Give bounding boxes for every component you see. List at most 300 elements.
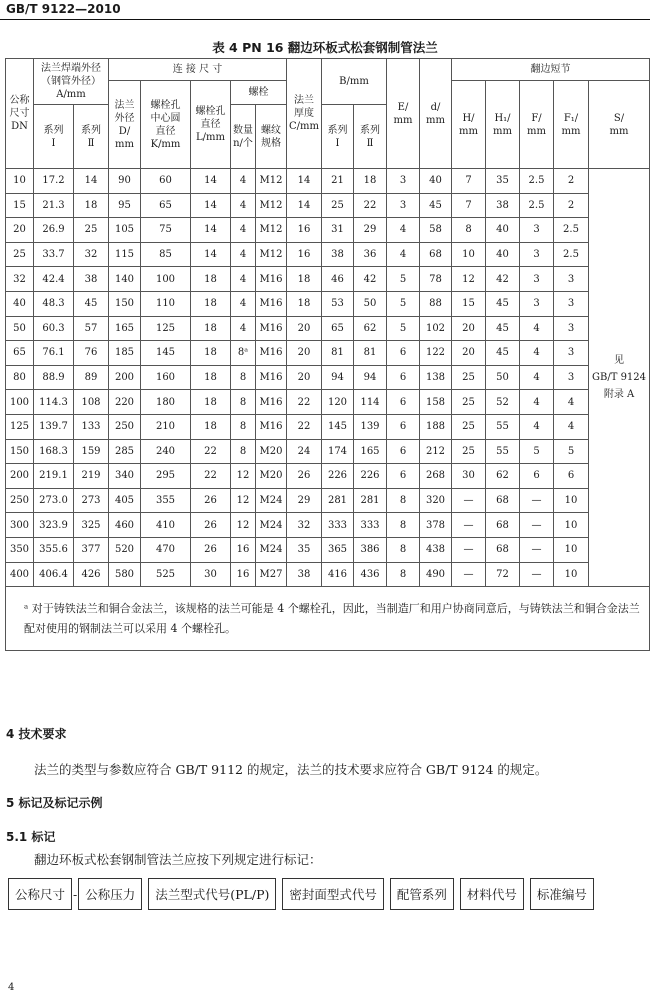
table-cell: 139.7 bbox=[34, 414, 74, 439]
head-bolt-thread: 螺纹 规格 bbox=[256, 105, 287, 169]
table-cell: 18 bbox=[191, 291, 231, 316]
head-weld-od: 法兰焊端外径 （钢管外径） A/mm bbox=[34, 59, 109, 105]
table-cell: 6 bbox=[387, 365, 420, 390]
table-cell: 22 bbox=[287, 414, 322, 439]
table-cell: 365 bbox=[322, 537, 354, 562]
table-cell: 18 bbox=[354, 169, 387, 194]
table-cell: 25 bbox=[452, 439, 486, 464]
table-cell: 114.3 bbox=[34, 390, 74, 415]
table-row bbox=[6, 365, 650, 390]
table-cell: 165 bbox=[354, 439, 387, 464]
table-cell: 108 bbox=[74, 390, 109, 415]
section-4-title: 4 技术要求 bbox=[6, 727, 67, 741]
table-cell: 8 bbox=[452, 218, 486, 243]
table-cell: 40 bbox=[6, 291, 34, 316]
mark-pipe-series: 配管系列 bbox=[390, 878, 454, 910]
table-cell: 405 bbox=[109, 488, 141, 513]
table-cell: 31 bbox=[322, 218, 354, 243]
table-cell: 6 bbox=[520, 464, 554, 489]
table-cell: 40 bbox=[486, 242, 520, 267]
table-cell: 53 bbox=[322, 291, 354, 316]
table-cell: 14 bbox=[74, 169, 109, 194]
table-cell: 25 bbox=[452, 365, 486, 390]
table-cell: 40 bbox=[486, 218, 520, 243]
table-cell: — bbox=[452, 488, 486, 513]
table-cell: 14 bbox=[191, 242, 231, 267]
table-cell: 438 bbox=[420, 537, 452, 562]
table-cell: 50 bbox=[354, 291, 387, 316]
table-cell: 520 bbox=[109, 537, 141, 562]
table-cell: 89 bbox=[74, 365, 109, 390]
table-cell: 160 bbox=[141, 365, 191, 390]
table-cell: 88 bbox=[420, 291, 452, 316]
table-cell: 5 bbox=[554, 439, 589, 464]
mark-facing-type: 密封面型式代号 bbox=[282, 878, 384, 910]
table-cell: 150 bbox=[109, 291, 141, 316]
table-cell: 68 bbox=[486, 513, 520, 538]
table-cell: 3 bbox=[387, 169, 420, 194]
table-row bbox=[6, 193, 650, 218]
table-cell: 386 bbox=[354, 537, 387, 562]
table-cell: M24 bbox=[256, 537, 287, 562]
cell-s-reference: 见 GB/T 9124 附录 A bbox=[589, 169, 650, 587]
table-cell: 436 bbox=[354, 562, 387, 587]
table-cell: 45 bbox=[74, 291, 109, 316]
table-cell: M20 bbox=[256, 439, 287, 464]
table-cell: 32 bbox=[287, 513, 322, 538]
section-4-text: 法兰的类型与参数应符合 GB/T 9112 的规定，法兰的技术要求应符合 GB/T 9124 的规定。 bbox=[34, 762, 548, 777]
table-cell: 81 bbox=[354, 341, 387, 366]
table-cell: 18 bbox=[74, 193, 109, 218]
table-cell: M12 bbox=[256, 193, 287, 218]
table-cell: M12 bbox=[256, 169, 287, 194]
table-cell: M20 bbox=[256, 464, 287, 489]
table-cell: M16 bbox=[256, 267, 287, 292]
table-cell: 26 bbox=[191, 513, 231, 538]
table-cell: 158 bbox=[420, 390, 452, 415]
table-cell: 8 bbox=[387, 488, 420, 513]
table-cell: 325 bbox=[74, 513, 109, 538]
table-cell: 10 bbox=[6, 169, 34, 194]
table-cell: 22 bbox=[287, 390, 322, 415]
table-cell: 18 bbox=[191, 414, 231, 439]
table-cell: 8 bbox=[231, 390, 256, 415]
table-cell: 281 bbox=[354, 488, 387, 513]
table-cell: 18 bbox=[191, 390, 231, 415]
table-cell: 42.4 bbox=[34, 267, 74, 292]
head-flange-od: 法兰 外径 D/ mm bbox=[109, 81, 141, 169]
table-cell: 18 bbox=[191, 316, 231, 341]
table-row bbox=[6, 316, 650, 341]
table-cell: 133 bbox=[74, 414, 109, 439]
table-cell: 33.7 bbox=[34, 242, 74, 267]
table-cell: 12 bbox=[231, 488, 256, 513]
table-row bbox=[6, 267, 650, 292]
table-cell: 29 bbox=[354, 218, 387, 243]
table-cell: 4 bbox=[387, 218, 420, 243]
table-cell: 3 bbox=[520, 218, 554, 243]
table-cell: 4 bbox=[554, 414, 589, 439]
table-cell: 340 bbox=[109, 464, 141, 489]
table-cell: 20 bbox=[452, 341, 486, 366]
table-cell: 580 bbox=[109, 562, 141, 587]
table-cell: 21 bbox=[322, 169, 354, 194]
table-cell: 6 bbox=[387, 341, 420, 366]
table-cell: 4 bbox=[231, 169, 256, 194]
table-cell: 40 bbox=[420, 169, 452, 194]
table-cell: 3 bbox=[520, 291, 554, 316]
table-row bbox=[6, 390, 650, 415]
table-cell: 20 bbox=[287, 365, 322, 390]
table-cell: 7 bbox=[452, 193, 486, 218]
table-cell: 21.3 bbox=[34, 193, 74, 218]
table-cell: 4 bbox=[520, 414, 554, 439]
table-cell: 65 bbox=[141, 193, 191, 218]
table-row bbox=[6, 488, 650, 513]
table-cell: 38 bbox=[287, 562, 322, 587]
table-cell: 52 bbox=[486, 390, 520, 415]
table-cell: 285 bbox=[109, 439, 141, 464]
head-series1-b: 系列 Ⅰ bbox=[322, 105, 354, 169]
table-cell: 35 bbox=[287, 537, 322, 562]
table-cell: 333 bbox=[322, 513, 354, 538]
table-cell: 8 bbox=[231, 439, 256, 464]
table-cell: 2.5 bbox=[554, 242, 589, 267]
table-cell: 55 bbox=[486, 439, 520, 464]
head-h: H/ mm bbox=[452, 81, 486, 169]
table-cell: 6 bbox=[554, 464, 589, 489]
table-cell: 4 bbox=[520, 365, 554, 390]
table-cell: 525 bbox=[141, 562, 191, 587]
table-row bbox=[6, 562, 650, 587]
table-cell: 4 bbox=[554, 390, 589, 415]
table-cell: 240 bbox=[141, 439, 191, 464]
table-cell: 10 bbox=[554, 562, 589, 587]
table-cell: 46 bbox=[322, 267, 354, 292]
table-cell: 68 bbox=[486, 488, 520, 513]
head-stub: 翻边短节 bbox=[452, 59, 650, 81]
table-cell: 50 bbox=[6, 316, 34, 341]
table-cell: 10 bbox=[554, 513, 589, 538]
table-cell: 58 bbox=[420, 218, 452, 243]
table-row bbox=[6, 439, 650, 464]
table-cell: M12 bbox=[256, 242, 287, 267]
table-cell: 200 bbox=[6, 464, 34, 489]
table-cell: 100 bbox=[6, 390, 34, 415]
table-cell: 120 bbox=[322, 390, 354, 415]
table-cell: 125 bbox=[6, 414, 34, 439]
table-cell: 6 bbox=[387, 464, 420, 489]
table-cell: M16 bbox=[256, 414, 287, 439]
table-cell: 200 bbox=[109, 365, 141, 390]
table-cell: 210 bbox=[141, 414, 191, 439]
table-cell: 2.5 bbox=[520, 193, 554, 218]
table-cell: 17.2 bbox=[34, 169, 74, 194]
mark-nominal-pressure: 公称压力 bbox=[78, 878, 142, 910]
header-rule bbox=[0, 19, 650, 20]
table-footnote: ᵃ 对于铸铁法兰和铜合金法兰，该规格的法兰可能是 4 个螺栓孔，因此，当制造厂和用户协商同意后，与铸铁法兰和铜合金法兰配对使用的钢制法兰可以采用 4 个螺栓孔。 bbox=[6, 587, 650, 651]
table-cell: 14 bbox=[191, 169, 231, 194]
table-cell: 76.1 bbox=[34, 341, 74, 366]
table-cell: 165 bbox=[109, 316, 141, 341]
table-cell: 65 bbox=[6, 341, 34, 366]
table-cell: 145 bbox=[322, 414, 354, 439]
table-cell: 122 bbox=[420, 341, 452, 366]
table-cell: 100 bbox=[141, 267, 191, 292]
table-row bbox=[6, 242, 650, 267]
table-cell: 150 bbox=[6, 439, 34, 464]
table-cell: 95 bbox=[109, 193, 141, 218]
table-cell: 94 bbox=[354, 365, 387, 390]
table-cell: 159 bbox=[74, 439, 109, 464]
table-cell: 26.9 bbox=[34, 218, 74, 243]
table-cell: 25 bbox=[74, 218, 109, 243]
table-cell: 18 bbox=[191, 267, 231, 292]
table-cell: 16 bbox=[287, 242, 322, 267]
table-cell: M27 bbox=[256, 562, 287, 587]
table-cell: 20 bbox=[287, 316, 322, 341]
table-cell: M16 bbox=[256, 365, 287, 390]
table-cell: 2.5 bbox=[554, 218, 589, 243]
table-cell: 57 bbox=[74, 316, 109, 341]
table-cell: 320 bbox=[420, 488, 452, 513]
table-cell: M16 bbox=[256, 390, 287, 415]
table-cell: 110 bbox=[141, 291, 191, 316]
table-cell: 90 bbox=[109, 169, 141, 194]
flange-table bbox=[5, 58, 650, 651]
table-cell: 42 bbox=[486, 267, 520, 292]
table-cell: M16 bbox=[256, 291, 287, 316]
table-cell: — bbox=[452, 537, 486, 562]
table-cell: 180 bbox=[141, 390, 191, 415]
table-cell: 3 bbox=[554, 341, 589, 366]
table-cell: 62 bbox=[354, 316, 387, 341]
table-row bbox=[6, 464, 650, 489]
table-cell: 88.9 bbox=[34, 365, 74, 390]
table-cell: 3 bbox=[387, 193, 420, 218]
head-connection: 连 接 尺 寸 bbox=[109, 59, 287, 81]
table-cell: M16 bbox=[256, 316, 287, 341]
table-cell: 32 bbox=[74, 242, 109, 267]
table-cell: 139 bbox=[354, 414, 387, 439]
table-cell: 60 bbox=[141, 169, 191, 194]
table-cell: 18 bbox=[191, 365, 231, 390]
table-cell: 36 bbox=[354, 242, 387, 267]
table-cell: — bbox=[520, 537, 554, 562]
table-cell: 26 bbox=[191, 488, 231, 513]
table-cell: 416 bbox=[322, 562, 354, 587]
table-cell: 8 bbox=[387, 562, 420, 587]
table-cell: 25 bbox=[322, 193, 354, 218]
table-cell: 6 bbox=[387, 390, 420, 415]
table-cell: 3 bbox=[554, 267, 589, 292]
table-row bbox=[6, 414, 650, 439]
table-cell: M16 bbox=[256, 341, 287, 366]
table-cell: 333 bbox=[354, 513, 387, 538]
table-cell: 426 bbox=[74, 562, 109, 587]
table-cell: 226 bbox=[354, 464, 387, 489]
table-cell: 65 bbox=[322, 316, 354, 341]
table-cell: 10 bbox=[452, 242, 486, 267]
marking-scheme bbox=[8, 878, 594, 910]
head-b: B/mm bbox=[322, 59, 387, 105]
table-cell: 55 bbox=[486, 414, 520, 439]
head-bolt-hole: 螺栓孔 直径 L/mm bbox=[191, 81, 231, 169]
table-cell: 273 bbox=[74, 488, 109, 513]
table-cell: 25 bbox=[452, 414, 486, 439]
table-cell: 45 bbox=[486, 291, 520, 316]
table-cell: 30 bbox=[452, 464, 486, 489]
table-row bbox=[6, 291, 650, 316]
table-cell: 140 bbox=[109, 267, 141, 292]
head-series1: 系列 Ⅰ bbox=[34, 105, 74, 169]
head-thickness: 法兰 厚度 C/mm bbox=[287, 59, 322, 169]
head-h1: H₁/ mm bbox=[486, 81, 520, 169]
table-cell: 30 bbox=[191, 562, 231, 587]
section-5-1-text: 翻边环板式松套钢制管法兰应按下列规定进行标记： bbox=[34, 852, 322, 867]
head-bolt-circle: 螺栓孔 中心圆 直径 K/mm bbox=[141, 81, 191, 169]
table-cell: 323.9 bbox=[34, 513, 74, 538]
head-bolt-qty: 数量 n/个 bbox=[231, 105, 256, 169]
table-cell: 16 bbox=[287, 218, 322, 243]
table-cell: 250 bbox=[6, 488, 34, 513]
table-cell: 3 bbox=[520, 267, 554, 292]
table-cell: 406.4 bbox=[34, 562, 74, 587]
table-cell: 470 bbox=[141, 537, 191, 562]
table-cell: 219.1 bbox=[34, 464, 74, 489]
table-cell: 29 bbox=[287, 488, 322, 513]
table-cell: 18 bbox=[191, 341, 231, 366]
table-cell: 4 bbox=[231, 218, 256, 243]
table-cell: 26 bbox=[287, 464, 322, 489]
table-cell: 300 bbox=[6, 513, 34, 538]
head-f: F/ mm bbox=[520, 81, 554, 169]
table-cell: 42 bbox=[354, 267, 387, 292]
table-row bbox=[6, 341, 650, 366]
table-cell: 45 bbox=[420, 193, 452, 218]
table-cell: 50 bbox=[486, 365, 520, 390]
table-cell: 20 bbox=[452, 316, 486, 341]
table-cell: 268 bbox=[420, 464, 452, 489]
table-cell: 3 bbox=[520, 242, 554, 267]
mark-standard: 标准编号 bbox=[530, 878, 594, 910]
table-row bbox=[6, 537, 650, 562]
table-cell: 114 bbox=[354, 390, 387, 415]
table-cell: 250 bbox=[109, 414, 141, 439]
table-cell: 4 bbox=[231, 193, 256, 218]
table-cell: 8 bbox=[387, 513, 420, 538]
table-cell: 188 bbox=[420, 414, 452, 439]
table-cell: 4 bbox=[520, 341, 554, 366]
table-cell: 115 bbox=[109, 242, 141, 267]
table-cell: 5 bbox=[387, 316, 420, 341]
table-cell: 350 bbox=[6, 537, 34, 562]
table-cell: 32 bbox=[6, 267, 34, 292]
table-cell: 102 bbox=[420, 316, 452, 341]
table-cell: 460 bbox=[109, 513, 141, 538]
table-cell: 5 bbox=[520, 439, 554, 464]
table-cell: 281 bbox=[322, 488, 354, 513]
table-cell: 355 bbox=[141, 488, 191, 513]
table-cell: 62 bbox=[486, 464, 520, 489]
table-cell: 38 bbox=[74, 267, 109, 292]
section-5-1-title: 5.1 标记 bbox=[6, 830, 56, 844]
table-cell: 400 bbox=[6, 562, 34, 587]
table-cell: 45 bbox=[486, 316, 520, 341]
table-cell: 22 bbox=[191, 439, 231, 464]
table-cell: 295 bbox=[141, 464, 191, 489]
mark-nominal-size: 公称尺寸 bbox=[8, 878, 72, 910]
table-cell: 81 bbox=[322, 341, 354, 366]
table-cell: 8 bbox=[231, 414, 256, 439]
table-cell: 26 bbox=[191, 537, 231, 562]
table-cell: 4 bbox=[231, 316, 256, 341]
table-cell: 6 bbox=[387, 439, 420, 464]
table-cell: 25 bbox=[6, 242, 34, 267]
table-cell: 2.5 bbox=[520, 169, 554, 194]
table-cell: 4 bbox=[520, 316, 554, 341]
table-cell: 14 bbox=[287, 193, 322, 218]
table-cell: 15 bbox=[452, 291, 486, 316]
table-cell: 490 bbox=[420, 562, 452, 587]
table-cell: 4 bbox=[231, 267, 256, 292]
table-cell: 4 bbox=[387, 242, 420, 267]
table-cell: 24 bbox=[287, 439, 322, 464]
table-cell: 212 bbox=[420, 439, 452, 464]
table-cell: 4 bbox=[231, 291, 256, 316]
table-row bbox=[6, 513, 650, 538]
head-s: S/ mm bbox=[589, 81, 650, 169]
table-cell: — bbox=[520, 562, 554, 587]
mark-material: 材料代号 bbox=[460, 878, 524, 910]
table-cell: 2 bbox=[554, 169, 589, 194]
table-cell: 18 bbox=[287, 267, 322, 292]
head-bolt: 螺栓 bbox=[231, 81, 287, 105]
table-cell: 378 bbox=[420, 513, 452, 538]
table-cell: 174 bbox=[322, 439, 354, 464]
page-number: 4 bbox=[8, 982, 15, 993]
table-cell: 35 bbox=[486, 169, 520, 194]
table-cell: 5 bbox=[387, 267, 420, 292]
table-cell: 138 bbox=[420, 365, 452, 390]
table-cell: 25 bbox=[452, 390, 486, 415]
table-cell: 220 bbox=[109, 390, 141, 415]
table-cell: 14 bbox=[191, 193, 231, 218]
table-cell: 20 bbox=[6, 218, 34, 243]
table-cell: 94 bbox=[322, 365, 354, 390]
table-caption: 表 4 PN 16 翻边环板式松套钢制管法兰 bbox=[212, 40, 438, 55]
table-cell: 125 bbox=[141, 316, 191, 341]
head-series2-b: 系列 Ⅱ bbox=[354, 105, 387, 169]
table-cell: — bbox=[520, 488, 554, 513]
section-5-title: 5 标记及标记示例 bbox=[6, 796, 103, 810]
table-cell: 60.3 bbox=[34, 316, 74, 341]
table-cell: 68 bbox=[486, 537, 520, 562]
table-cell: 4 bbox=[231, 242, 256, 267]
table-cell: 38 bbox=[486, 193, 520, 218]
mark-flange-type: 法兰型式代号(PL/P) bbox=[148, 878, 276, 910]
table-cell: 85 bbox=[141, 242, 191, 267]
table-cell: 355.6 bbox=[34, 537, 74, 562]
head-dn: 公称 尺寸 DN bbox=[6, 59, 34, 169]
table-cell: 18 bbox=[287, 291, 322, 316]
table-cell: 14 bbox=[287, 169, 322, 194]
table-cell: 273.0 bbox=[34, 488, 74, 513]
head-series2: 系列 Ⅱ bbox=[74, 105, 109, 169]
table-cell: 72 bbox=[486, 562, 520, 587]
table-cell: 168.3 bbox=[34, 439, 74, 464]
table-row bbox=[6, 218, 650, 243]
